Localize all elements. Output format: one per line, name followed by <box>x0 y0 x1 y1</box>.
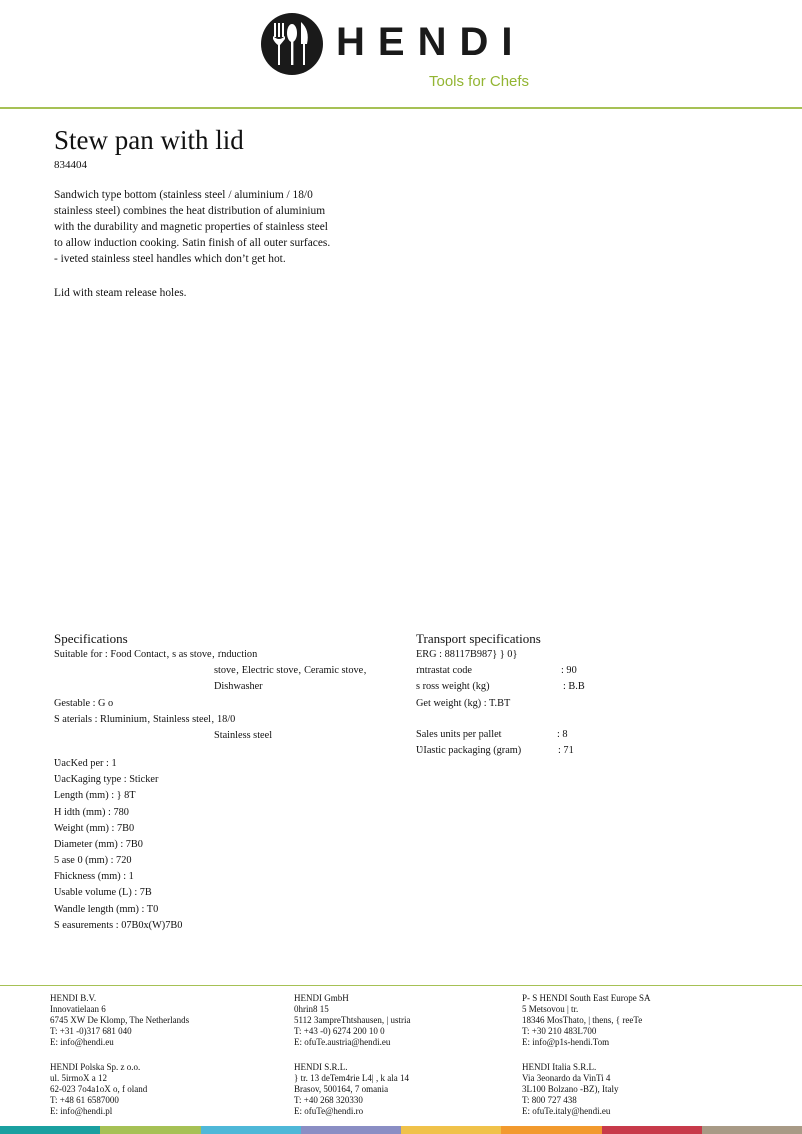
spec-row: Usable volume (L) : 7B <box>54 887 152 898</box>
color-stripe <box>201 1126 301 1134</box>
office-line: 5112 3ampreThtshausen, | ustria <box>294 1015 411 1025</box>
spec-row: 5 ase 0 (mm) : 720 <box>54 855 132 866</box>
cutlery-icon <box>260 12 324 76</box>
transport-value: : 8 <box>557 729 568 740</box>
transport-label: s ross weight (kg) <box>416 681 490 692</box>
lid-note: Lid with steam release holes. <box>54 287 187 299</box>
office-line: T: +40 268 320330 <box>294 1095 363 1105</box>
transport-label: ґntrastat code <box>416 665 472 676</box>
spec-row: ƲаcKed per : 1 <box>54 758 117 769</box>
office-address <box>522 993 651 1048</box>
office-address <box>294 1062 409 1117</box>
brand-name: HENDI <box>336 20 526 64</box>
transport-label: Sales units per pallet <box>416 729 502 740</box>
spec-row: Weight (mm) : 7B0 <box>54 823 135 834</box>
spec-suitable-for-cont: stove‚ Electric stove‚ Ceramic stove‚ <box>214 665 367 676</box>
office-line: T: +48 61 6587000 <box>50 1095 119 1105</box>
office-line: 6745 XW De Klomp, The Netherlands <box>50 1015 190 1025</box>
office-line: HENDI S.R.L. <box>294 1062 348 1072</box>
spec-materials: S aterials : Rluminium‚ Stainless steel‚ 18/0 <box>54 714 236 725</box>
office-line: HENDI B.V. <box>50 993 97 1003</box>
description-line: Sandwich type bottom (stainless steel / aluminium / 18/0 <box>54 189 313 201</box>
spec-row: Length (mm) : } 8T <box>54 790 136 801</box>
office-address <box>50 1062 147 1117</box>
office-line: HENDI Italia S.R.L. <box>522 1062 597 1072</box>
spec-gastronorm: Gestable : G o <box>54 698 114 709</box>
header-divider <box>0 107 802 109</box>
color-stripe <box>301 1126 401 1134</box>
brand-tagline: Tools for Chefs <box>429 73 530 90</box>
spec-row: Diameter (mm) : 7B0 <box>54 839 143 850</box>
color-stripe <box>401 1126 501 1134</box>
spec-materials-cont: Stainless steel <box>214 730 273 741</box>
office-line: T: +31 -0)317 681 040 <box>50 1026 132 1036</box>
office-line: P- S HENDI South East Europe SA <box>522 993 651 1003</box>
transport-value: : B.B <box>563 681 585 692</box>
color-stripe <box>702 1126 802 1134</box>
spec-row: Fhickness (mm) : 1 <box>54 871 134 882</box>
description-line: to allow induction cooking. Satin finish of all outer surfaces. <box>54 237 331 249</box>
footer-divider <box>0 985 802 986</box>
product-code: 834404 <box>54 159 87 171</box>
office-address <box>522 1062 618 1117</box>
product-description <box>54 187 354 267</box>
color-stripe <box>501 1126 601 1134</box>
spec-suitable-for: Suitable for : Food Contact‚ s as stove‚ ґnduction <box>54 649 258 660</box>
office-line: Brasov, 500164, 7 omania <box>294 1084 389 1094</box>
office-line: T: 800 727 438 <box>522 1095 577 1105</box>
office-line: E: info@p1s-hendi.Tom <box>522 1037 610 1047</box>
office-line: HENDI GmbH <box>294 993 349 1003</box>
office-line: E: info@hendi.pl <box>50 1106 113 1116</box>
page-header <box>0 0 802 108</box>
office-line: E: info@hendi.eu <box>50 1037 114 1047</box>
hendi-logo <box>260 12 560 96</box>
transport-title: Transport specifications <box>416 631 541 646</box>
office-line: } tr. 13 deTem4rie L4| , k ala 14 <box>294 1073 409 1083</box>
color-stripe <box>100 1126 200 1134</box>
spec-row: S easurements : 07B0x(W)7B0 <box>54 920 183 931</box>
spec-suitable-for-cont: Dishwasher <box>214 681 263 692</box>
color-stripe <box>0 1126 100 1134</box>
product-title: Stew pan with lid <box>54 125 244 155</box>
transport-label: Get weight (kg) : T.BT <box>416 698 511 709</box>
office-line: HENDI Polska Sp. z o.o. <box>50 1062 141 1072</box>
office-line: Innovatielaan 6 <box>50 1004 106 1014</box>
office-line: 0hrin8 15 <box>294 1004 329 1014</box>
color-stripe <box>602 1126 702 1134</box>
office-line: ul. 5irmoX a 12 <box>50 1073 107 1083</box>
office-line: 62-023 7o4a1oX o, f oland <box>50 1084 148 1094</box>
office-line: E: ofuTe@hendi.ro <box>294 1106 364 1116</box>
transport-label: ƲIastic packaging (gram) <box>416 745 522 756</box>
spec-row: ƲаcKaging type : Sticker <box>54 774 159 785</box>
spec-row: Wandle length (mm) : T0 <box>54 904 159 915</box>
office-line: 18346 MosThato, | thens, { reeTe <box>522 1015 643 1025</box>
office-line: E: ofuTe.austria@hendi.eu <box>294 1037 391 1047</box>
office-line: T: +43 -0) 6274 200 10 0 <box>294 1026 385 1036</box>
specifications-title: Specifications <box>54 631 128 646</box>
office-address <box>294 993 410 1048</box>
description-line: - iveted stainless steel handles which don’t get hot. <box>54 253 286 265</box>
office-line: T: +30 210 483L700 <box>522 1026 597 1036</box>
office-address <box>50 993 189 1048</box>
description-line: with the durability and magnetic properties of stainless steel <box>54 221 328 233</box>
spec-row: H idth (mm) : 780 <box>54 807 129 818</box>
transport-value: : 90 <box>561 665 577 676</box>
office-line: Via 3eonardo da VinTi 4 <box>522 1073 611 1083</box>
office-line: E: ofuTe.italy@hendi.eu <box>522 1106 611 1116</box>
color-stripe-bar <box>0 1126 802 1134</box>
office-line: 3L100 Bolzano -BZ), Italy <box>522 1084 619 1094</box>
transport-value: : 71 <box>558 745 574 756</box>
office-line: 5 Metsovou | tr. <box>522 1004 579 1014</box>
description-line: stainless steel) combines the heat distribution of aluminium <box>54 205 326 217</box>
transport-erg: ERG : 88117B987} } 0} <box>416 649 518 660</box>
